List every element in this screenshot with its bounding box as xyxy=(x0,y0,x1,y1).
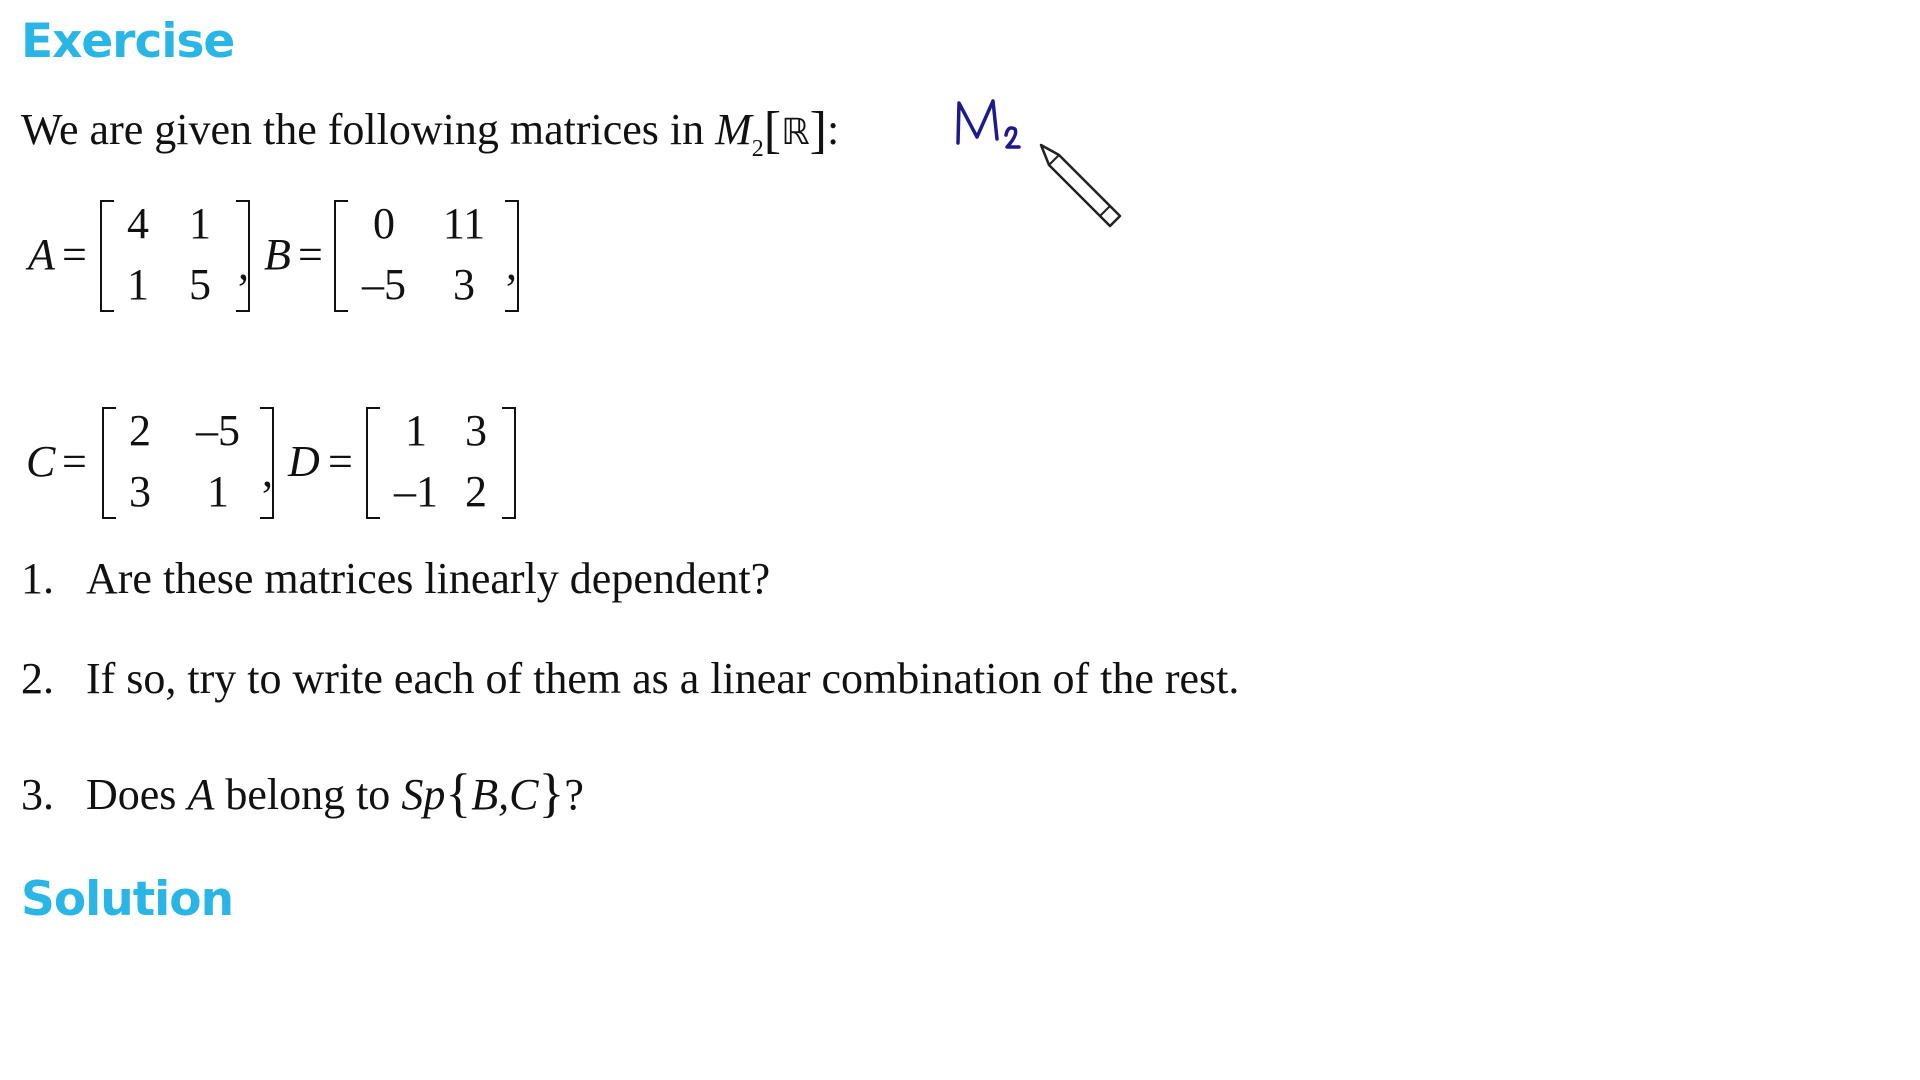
matrix-b-cell: 3 xyxy=(453,260,475,309)
matrix-a-cell: 1 xyxy=(189,199,211,248)
matrix-d-name: D xyxy=(288,437,320,486)
matrix-d-cell: –1 xyxy=(394,467,438,516)
pencil-icon xyxy=(1041,145,1120,226)
intro-text: We are given the following matrices in xyxy=(21,105,705,154)
matrix-c-cell: 2 xyxy=(129,406,151,455)
question-text-mid: belong to xyxy=(225,770,391,819)
question-3: 3. Does A belong to Sp{B,C}? xyxy=(21,763,584,823)
matrix-b-cell: 0 xyxy=(373,199,395,248)
matrix-d-cell: 1 xyxy=(405,406,427,455)
matrix-a-comma: , xyxy=(238,240,249,289)
matrix-b-name: B xyxy=(264,230,291,279)
matrix-d xyxy=(366,407,516,519)
question-2 xyxy=(21,653,1239,704)
handwritten-annotation xyxy=(955,95,1155,245)
matrix-c xyxy=(102,407,274,519)
matrix-d-cell: 3 xyxy=(465,406,487,455)
question-variable: A xyxy=(187,770,215,819)
matrix-b-cell: –5 xyxy=(362,260,406,309)
matrix-b-cell: 11 xyxy=(442,199,486,248)
matrix-a-equals: = xyxy=(62,230,87,279)
question-number: 3. xyxy=(21,770,54,819)
matrix-a-cell: 1 xyxy=(127,260,149,309)
handwritten-m2 xyxy=(958,101,1019,147)
matrix-c-name: C xyxy=(26,437,56,486)
matrix-b-equals: = xyxy=(298,230,323,279)
question-text-pre: Does xyxy=(86,770,177,819)
matrix-a-cell: 4 xyxy=(127,199,149,248)
matrix-b xyxy=(334,200,519,312)
matrix-c-cell: 3 xyxy=(129,467,151,516)
matrix-b-comma: , xyxy=(506,240,517,289)
exercise-heading: Exercise xyxy=(21,14,235,69)
intro-space-symbol: M xyxy=(715,105,752,154)
intro-colon: : xyxy=(826,105,840,154)
intro-field-symbol: ℝ xyxy=(781,112,810,153)
solution-heading: Solution xyxy=(21,872,234,927)
question-text: Are these matrices linearly dependent? xyxy=(86,554,771,603)
matrix-a-cell: 5 xyxy=(189,260,211,309)
matrix-c-cell: 1 xyxy=(207,467,229,516)
intro-sentence: We are given the following matrices in $M_2[ℝ]$: xyxy=(21,102,840,162)
question-number: 1. xyxy=(21,554,54,603)
matrix-a-name: A xyxy=(28,230,55,279)
span-symbol: Sp xyxy=(401,770,446,819)
matrix-c-equals: = xyxy=(62,437,87,486)
matrix-d-cell: 2 xyxy=(465,467,487,516)
span-set: B,C xyxy=(471,770,539,819)
matrix-a xyxy=(100,200,250,312)
question-1 xyxy=(21,553,770,604)
matrix-c-comma: , xyxy=(262,447,273,496)
question-text: If so, try to write each of them as a linear combination of the rest. xyxy=(86,654,1240,703)
intro-space-subscript: 2 xyxy=(751,136,764,162)
matrix-c-cell: –5 xyxy=(196,406,240,455)
question-mark: ? xyxy=(564,770,584,819)
matrix-d-equals: = xyxy=(328,437,353,486)
question-number: 2. xyxy=(21,654,54,703)
